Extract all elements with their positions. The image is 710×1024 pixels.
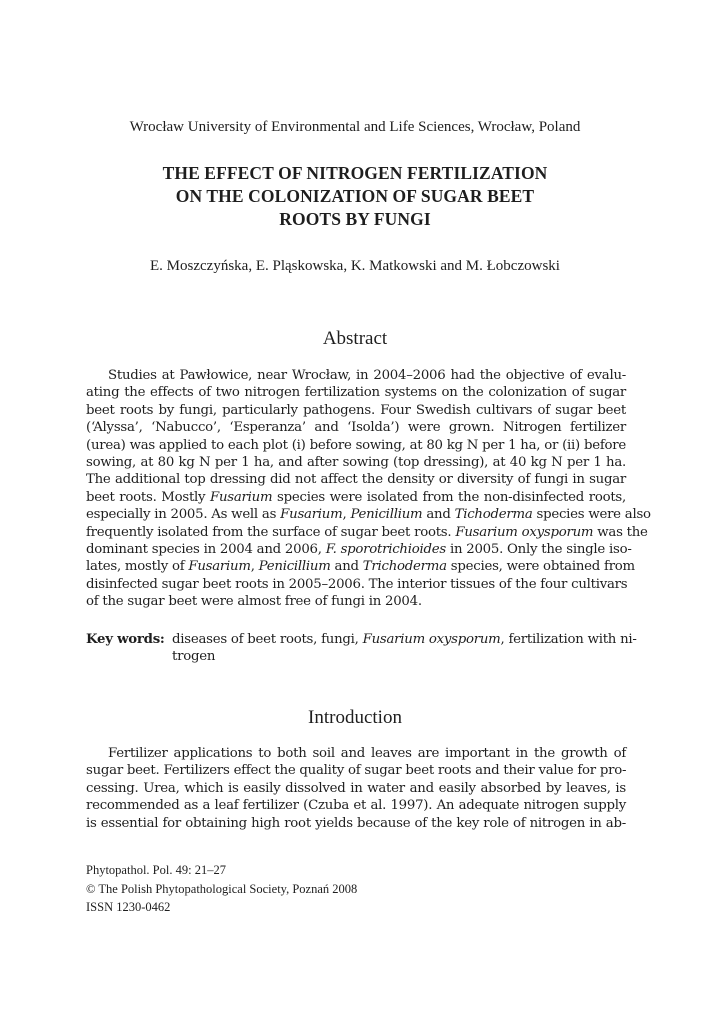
text-line: dominant species in 2004 and 2006, F. sporotrichioides in 2005. Only the single iso-: [86, 541, 632, 557]
affiliation: Wrocław University of Environmental and Life Sciences, Wrocław, Poland: [129, 119, 581, 135]
text-line: trogen: [172, 649, 216, 665]
italic-term: Tichoderma: [454, 507, 533, 523]
text-line: (urea) was applied to each plot (i) before sowing, at 80 kg N per 1 ha, or (ii) before: [86, 437, 626, 453]
keywords-text: [172, 631, 637, 666]
italic-term: Fusarium: [210, 489, 273, 505]
italic-term: Fusarium: [280, 507, 343, 523]
text-line: sowing, at 80 kg N per 1 ha, and after sowing (top dressing), at 40 kg N per 1 ha.: [86, 454, 626, 470]
text-line: cessing. Urea, which is easily dissolved in water and easily absorbed by leaves, is: [86, 780, 626, 796]
title-line: ON THE COLONIZATION OF SUGAR BEET: [175, 186, 535, 206]
text-line: diseases of beet roots, fungi, Fusarium oxysporum, fertilization with ni-: [172, 632, 637, 647]
text-line: ating the effects of two nitrogen fertilization systems on the colonization of sugar: [86, 385, 626, 401]
copyright-notice: © The Polish Phytopathological Society, Poznań 2008: [86, 881, 358, 896]
text-line: beet roots by fungi, particularly pathogens. Four Swedish cultivars of sugar beet: [86, 402, 626, 418]
text-line: sugar beet. Fertilizers effect the quality of sugar beet roots and their value for pro-: [86, 763, 627, 779]
italic-term: Penicillium: [350, 507, 423, 523]
text-line: of the sugar beet were almost free of fungi in 2004.: [86, 594, 422, 610]
text-line: disinfected sugar beet roots in 2005–2006. The interior tissues of the four cultivars: [86, 576, 628, 592]
introduction-body: [86, 745, 626, 832]
italic-term: Fusarium oxysporum: [362, 632, 501, 647]
introduction-heading: Introduction: [308, 707, 402, 728]
text-line: The additional top dressing did not affect the density or diversity of fungi in sugar: [86, 472, 626, 488]
paper-title: [0, 162, 710, 231]
text-line: Studies at Pawłowice, near Wrocław, in 2004–2006 had the objective of evalu-: [108, 368, 626, 383]
text-line: beet roots. Mostly Fusarium species were isolated from the non-disinfected roots,: [86, 489, 626, 505]
title-line: ROOTS BY FUNGI: [279, 209, 431, 229]
abstract-body: [86, 367, 651, 610]
title-line: THE EFFECT OF NITROGEN FERTILIZATION: [162, 163, 548, 183]
footer: [86, 861, 486, 917]
issn: ISSN 1230-0462: [86, 900, 171, 914]
italic-term: Fusarium: [188, 559, 251, 575]
abstract-heading: Abstract: [322, 328, 388, 349]
text-line: lates, mostly of Fusarium, Penicillium and Trichoderma species, were obtained from: [86, 559, 635, 575]
text-line: is essential for obtaining high root yields because of the key role of nitrogen in ab-: [86, 815, 626, 831]
text-line: frequently isolated from the surface of sugar beet roots. Fusarium oxysporum was the: [86, 524, 648, 540]
italic-term: F. sporotrichioides: [325, 541, 446, 557]
italic-term: Fusarium oxysporum: [455, 524, 594, 540]
text-line: especially in 2005. As well as Fusarium, Penicillium and Tichoderma species were also: [86, 507, 651, 523]
text-line: Fertilizer applications to both soil and leaves are important in the growth of: [108, 746, 626, 761]
italic-term: Penicillium: [258, 559, 331, 575]
keywords-label: Key words:: [86, 632, 165, 647]
journal-citation: Phytopathol. Pol. 49: 21–27: [86, 863, 226, 877]
italic-term: Trichoderma: [362, 559, 447, 575]
text-line: recommended as a leaf fertilizer (Czuba et al. 1997). An adequate nitrogen supply: [86, 798, 626, 814]
authors: E. Moszczyńska, E. Pląskowska, K. Matkowski and M. Łobczowski: [150, 258, 560, 274]
text-line: (‘Alyssa’, ‘Nabucco’, ‘Esperanza’ and ‘Isolda’) were grown. Nitrogen fertilizer: [86, 420, 626, 436]
